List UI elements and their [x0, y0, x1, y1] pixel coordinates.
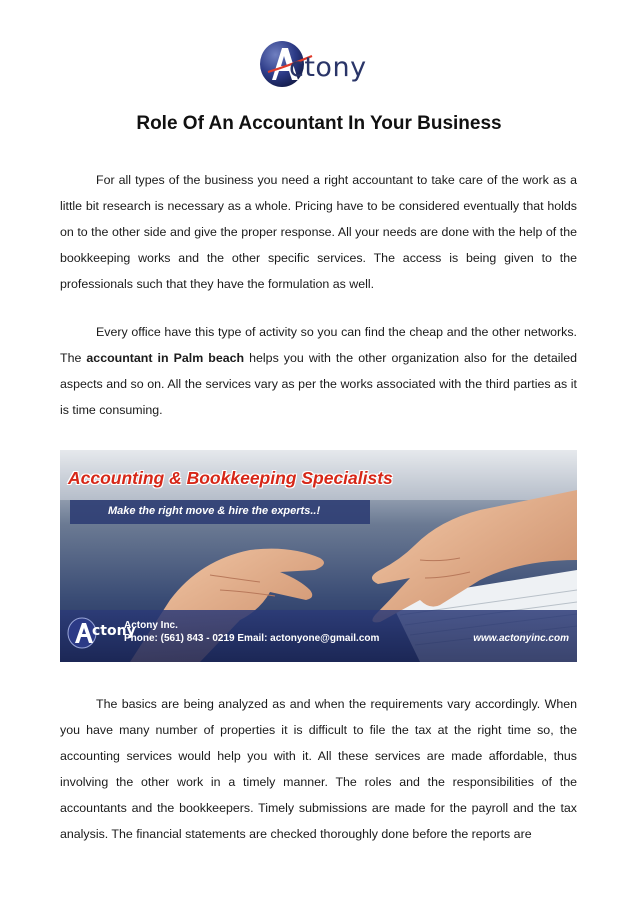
- paragraph-2-text-start: Every office have this type of activity so you can find the cheap and the other networks. The: [60, 325, 577, 365]
- logo-wordmark: ctony: [289, 52, 367, 83]
- paragraph-1-text: For all types of the business you need a right accountant to take care of the work as a little bit research is necessary as a whole. Pricing have to be considered eventually that holds on to the other side and give the proper response. All your needs are done with the help of the bookkeeping works and the other specific services. The access is being given to the professionals such that they have the formulation as well.: [60, 173, 577, 291]
- banner-heading: Accounting & Bookkeeping Specialists: [68, 468, 393, 488]
- accountant-link-text: accountant in Palm beach: [86, 351, 245, 365]
- banner-contact: Phone: (561) 843 - 0219 Email: actonyone@gmail.com: [124, 633, 380, 644]
- banner-company-name: Actony Inc.: [124, 620, 178, 631]
- banner-website: www.actonyinc.com: [473, 633, 569, 644]
- paragraph-1: [60, 167, 577, 297]
- paragraph-3-text: The basics are being analyzed as and when the requirements vary accordingly. When you have many number of properties it is difficult to file the tax at the right time so, the accounting services would help you with it. All these services are made affordable, thus involving the other work in a timely manner. The roles and the responsibilities of the accountants and the bookkeepers. Timely submissions are made for the payroll and the tax analysis. The financial statements are checked thoroughly done before the reports are: [60, 697, 577, 841]
- paragraph-2-text-end: helps you with the other organization also for the detailed aspects and so on. All the services vary as per the works associated with the third parties as it is time consuming.: [60, 351, 578, 417]
- paragraph-2: [60, 319, 577, 423]
- banner-subheading: Make the right move & hire the experts..!: [108, 505, 321, 517]
- banner-logo-wordmark: ctony: [92, 623, 136, 639]
- paragraph-3: [60, 691, 577, 847]
- banner-image: [60, 450, 577, 662]
- page-title: Role Of An Accountant In Your Business: [136, 113, 502, 134]
